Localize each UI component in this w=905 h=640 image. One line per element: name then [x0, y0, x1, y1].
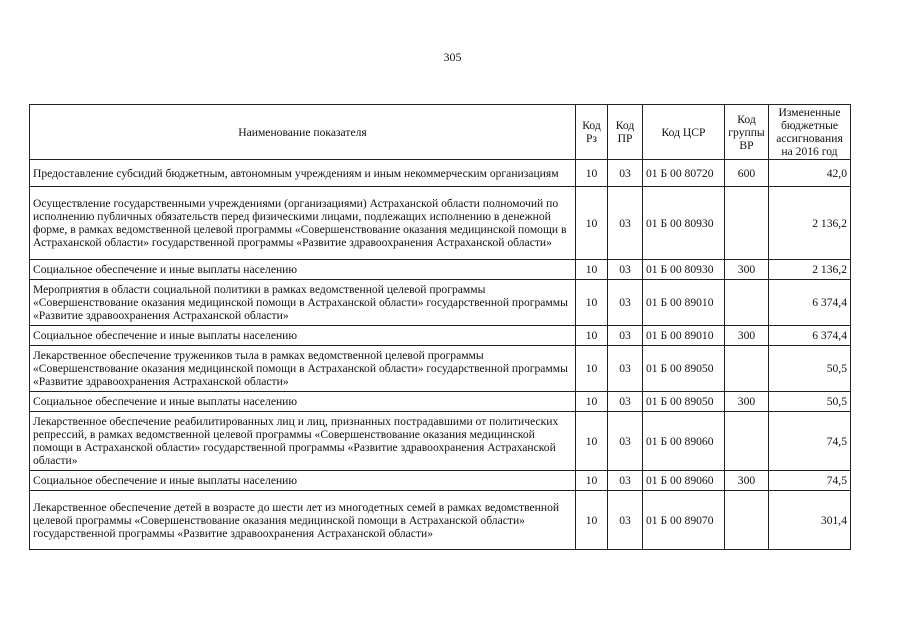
- row-pr: 03: [608, 346, 643, 392]
- row-name: Лекарственное обеспечение тружеников тыла в рамках ведомственной целевой программы «Совершенствование оказания медицинской помощи в Астраханской области» государственной программы «Развитие здравоохранения Астраханской области»: [30, 346, 576, 392]
- row-amount: 2 136,2: [769, 260, 851, 280]
- row-rz: 10: [576, 346, 608, 392]
- table-row: [30, 326, 851, 346]
- table-row: [30, 471, 851, 491]
- row-csr: 01 Б 00 80930: [643, 260, 725, 280]
- row-pr: 03: [608, 280, 643, 326]
- row-rz: 10: [576, 187, 608, 260]
- row-amount: 74,5: [769, 471, 851, 491]
- row-csr: 01 Б 00 89050: [643, 346, 725, 392]
- table-row: [30, 392, 851, 412]
- row-pr: 03: [608, 326, 643, 346]
- row-rz: 10: [576, 326, 608, 346]
- table-row: [30, 346, 851, 392]
- row-amount: 6 374,4: [769, 326, 851, 346]
- row-rz: 10: [576, 392, 608, 412]
- header-name: Наименование показателя: [30, 105, 576, 160]
- row-vr: [725, 412, 769, 471]
- row-csr: 01 Б 00 89010: [643, 326, 725, 346]
- row-vr: [725, 280, 769, 326]
- row-amount: 42,0: [769, 160, 851, 187]
- row-vr: 300: [725, 471, 769, 491]
- row-pr: 03: [608, 160, 643, 187]
- budget-table: [29, 104, 851, 550]
- row-csr: 01 Б 00 89070: [643, 491, 725, 550]
- row-name: Социальное обеспечение и иные выплаты населению: [30, 392, 576, 412]
- row-amount: 301,4: [769, 491, 851, 550]
- row-csr: 01 Б 00 89010: [643, 280, 725, 326]
- row-amount: 74,5: [769, 412, 851, 471]
- row-rz: 10: [576, 412, 608, 471]
- table-row: [30, 280, 851, 326]
- row-csr: 01 Б 00 89060: [643, 471, 725, 491]
- row-amount: 2 136,2: [769, 187, 851, 260]
- row-rz: 10: [576, 280, 608, 326]
- row-pr: 03: [608, 471, 643, 491]
- table-row: [30, 491, 851, 550]
- row-rz: 10: [576, 160, 608, 187]
- table-row: [30, 260, 851, 280]
- row-pr: 03: [608, 260, 643, 280]
- row-amount: 50,5: [769, 392, 851, 412]
- row-name: Предоставление субсидий бюджетным, автономным учреждениям и иным некоммерческим организациям: [30, 160, 576, 187]
- header-rz: Код Рз: [576, 105, 608, 160]
- row-amount: 6 374,4: [769, 280, 851, 326]
- row-vr: 600: [725, 160, 769, 187]
- table-row: [30, 412, 851, 471]
- page-number: 305: [443, 50, 462, 64]
- table-row: [30, 160, 851, 187]
- row-rz: 10: [576, 260, 608, 280]
- row-pr: 03: [608, 187, 643, 260]
- row-name: Социальное обеспечение и иные выплаты населению: [30, 260, 576, 280]
- row-vr: 300: [725, 392, 769, 412]
- row-vr: [725, 491, 769, 550]
- row-name: Социальное обеспечение и иные выплаты населению: [30, 326, 576, 346]
- row-pr: 03: [608, 491, 643, 550]
- row-rz: 10: [576, 471, 608, 491]
- row-name: Лекарственное обеспечение реабилитированных лиц и лиц, признанных пострадавшими от политических репрессий, в рамках ведомственной целевой программы «Совершенствование оказания медицинской помощи в Астраханской области» государственной программы «Развитие здравоохранения Астраханской области»: [30, 412, 576, 471]
- header-amount: Измененные бюджетные ассигнования на 2016 год: [769, 105, 851, 160]
- header-vr: Код группы ВР: [725, 105, 769, 160]
- header-csr: Код ЦСР: [643, 105, 725, 160]
- row-pr: 03: [608, 392, 643, 412]
- row-name: Социальное обеспечение и иные выплаты населению: [30, 471, 576, 491]
- row-vr: [725, 346, 769, 392]
- row-rz: 10: [576, 491, 608, 550]
- table-row: [30, 187, 851, 260]
- row-name: Мероприятия в области социальной политики в рамках ведомственной целевой программы «Совершенствование оказания медицинской помощи в Астраханской области» государственной программы «Развитие здравоохранения Астраханской области»: [30, 280, 576, 326]
- row-vr: 300: [725, 260, 769, 280]
- table-header-row: [30, 105, 851, 160]
- row-csr: 01 Б 00 89050: [643, 392, 725, 412]
- row-vr: [725, 187, 769, 260]
- row-amount: 50,5: [769, 346, 851, 392]
- row-csr: 01 Б 00 80930: [643, 187, 725, 260]
- row-pr: 03: [608, 412, 643, 471]
- row-vr: 300: [725, 326, 769, 346]
- row-csr: 01 Б 00 89060: [643, 412, 725, 471]
- row-name: Осуществление государственными учреждениями (организациями) Астраханской области полномочий по исполнению публичных обязательств перед физическими лицами, подлежащих исполнению в денежной форме, в рамках ведомственной целевой программы «Совершенствование оказания медицинской помощи в Астраханской области» государственной программы «Развитие здравоохранения Астраханской области»: [30, 187, 576, 260]
- row-csr: 01 Б 00 80720: [643, 160, 725, 187]
- row-name: Лекарственное обеспечение детей в возрасте до шести лет из многодетных семей в рамках ведомственной целевой программы «Совершенствование оказания медицинской помощи в Астраханской области» государственной программы «Развитие здравоохранения Астраханской области»: [30, 491, 576, 550]
- header-pr: Код ПР: [608, 105, 643, 160]
